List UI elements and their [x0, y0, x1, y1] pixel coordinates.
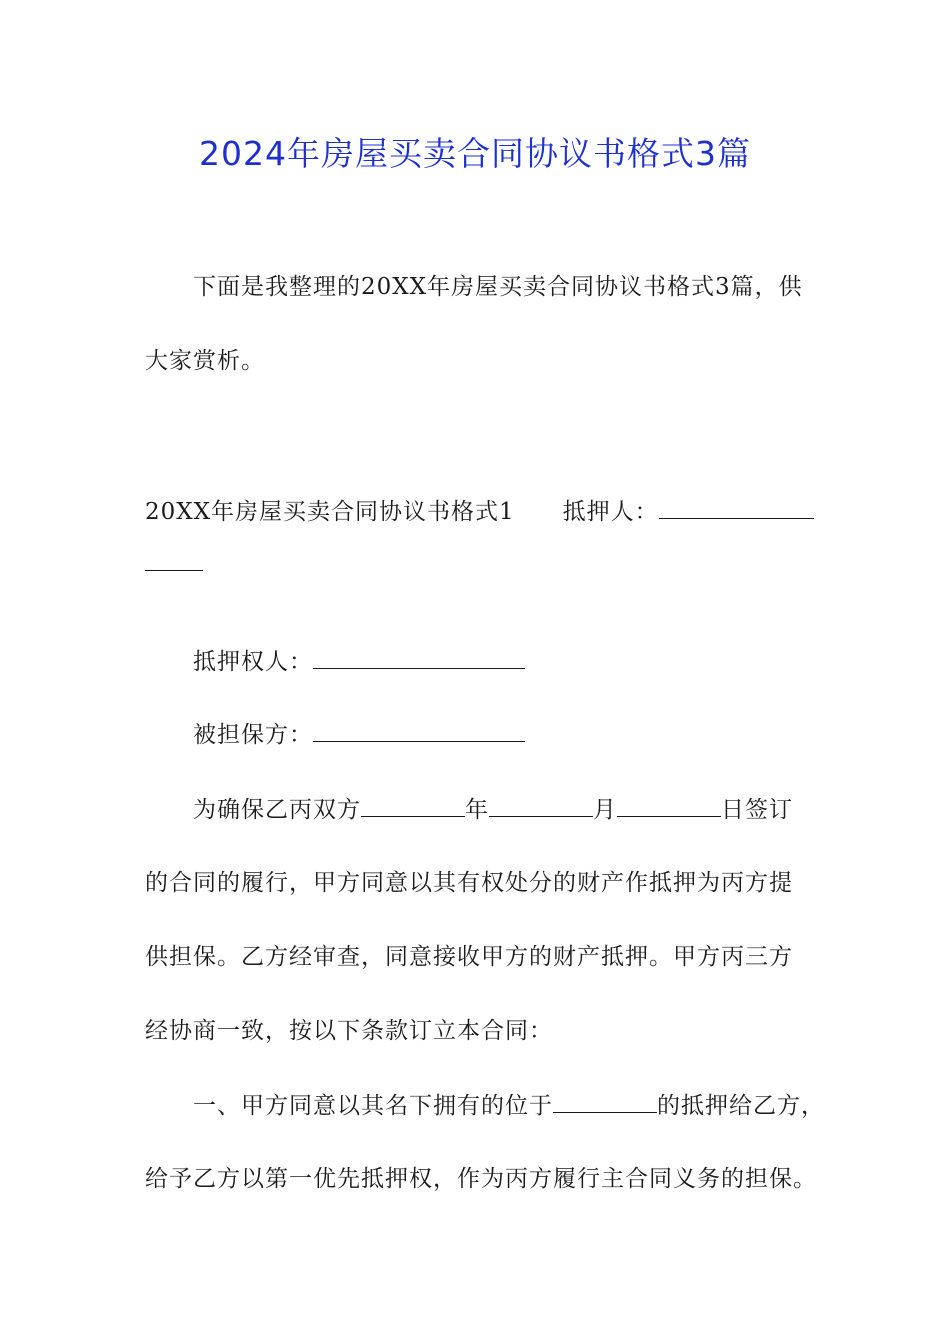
clause1-line-1 — [193, 1090, 825, 1121]
para1-line-2: 的合同的履行，甲方同意以其有权处分的财产作抵押为丙方提 — [145, 870, 793, 896]
para1-line-4: 经协商一致，按以下条款订立本合同： — [145, 1018, 553, 1044]
section-heading-row — [145, 496, 814, 527]
year-blank — [361, 794, 465, 817]
clause1-line-2: 给予乙方以第一优先抵押权，作为丙方履行主合同义务的担保。 — [145, 1166, 817, 1192]
mortgagor-blank-continued — [145, 548, 203, 571]
mortgagee-label: 抵押权人： — [193, 649, 313, 675]
mortgagor-label: 抵押人： — [562, 499, 659, 525]
mortgagee-row — [193, 646, 525, 677]
para1-line-3: 供担保。乙方经审查，同意接收甲方的财产抵押。甲方丙三方 — [145, 944, 793, 970]
year-label: 年 — [465, 797, 489, 823]
location-blank — [553, 1090, 657, 1113]
guaranteed-row — [193, 719, 525, 750]
para1-line-1 — [193, 794, 793, 825]
document-title: 2024年房屋买卖合同协议书格式3篇 — [199, 134, 751, 173]
month-blank — [489, 794, 593, 817]
mortgagee-blank — [313, 646, 525, 669]
day-label: 日签订 — [721, 797, 793, 823]
mortgagor-blank — [659, 496, 814, 519]
clause1-end: 的抵押给乙方， — [657, 1093, 825, 1119]
month-label: 月 — [593, 797, 617, 823]
clause1-start: 一、甲方同意以其名下拥有的位于 — [193, 1093, 553, 1119]
section-heading: 20XX年房屋买卖合同协议书格式1 — [145, 499, 515, 525]
guaranteed-label: 被担保方： — [193, 722, 313, 748]
para1-start: 为确保乙丙双方 — [193, 797, 361, 823]
intro-line-1: 下面是我整理的20XX年房屋买卖合同协议书格式3篇，供 — [193, 274, 803, 300]
intro-line-2: 大家赏析。 — [145, 348, 265, 374]
day-blank — [617, 794, 721, 817]
mortgagor-blank-continued-row — [145, 548, 203, 579]
guaranteed-blank — [313, 719, 525, 742]
